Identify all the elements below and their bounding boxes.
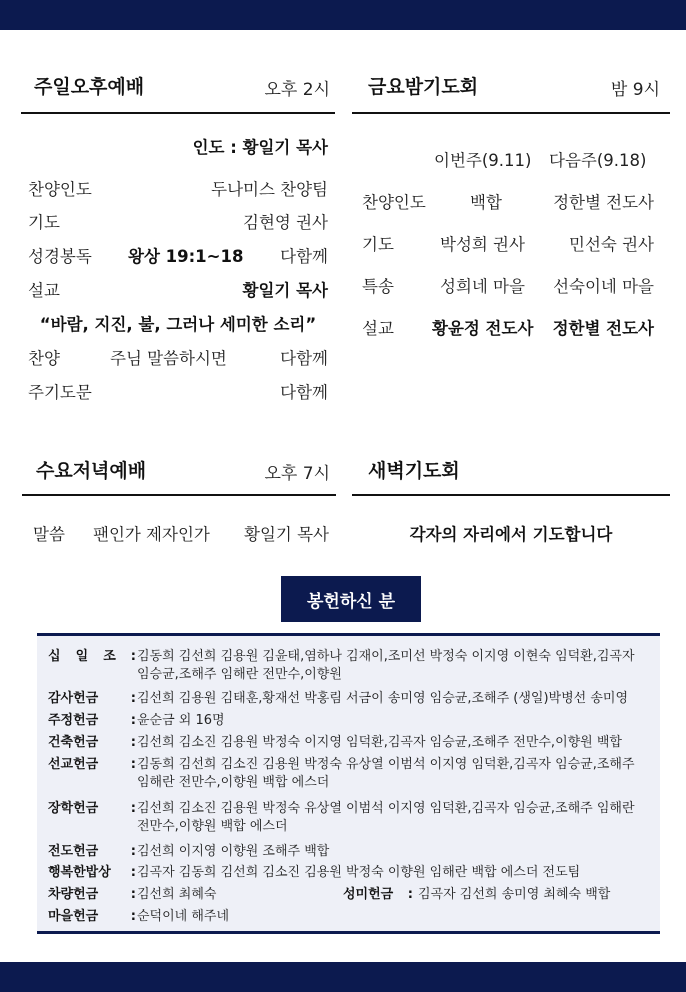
row-label: 찬양인도 <box>28 180 92 199</box>
offering-names: 김선희 김소진 김용원 박정숙 이지영 임덕환,김곡자 임승균,조해주 전만수,이향원 백합 <box>137 735 622 750</box>
next-week-value: 정한별 전도사 <box>553 193 654 212</box>
row-value: 김현영 권사 <box>243 213 328 232</box>
sunday-row-prayer <box>28 209 328 233</box>
wednesday-row <box>33 521 329 545</box>
hymn-title: 주님 말씀하시면 <box>110 349 227 368</box>
next-week-value: 선숙이네 마을 <box>553 277 654 296</box>
this-week-value: 백합 <box>470 193 502 212</box>
sunday-leader: 인도 : 황일기 목사 <box>192 138 328 157</box>
row-value: 황일기 목사 <box>242 281 328 300</box>
offering-key: 전도헌금 : <box>48 844 136 859</box>
sunday-row-reading <box>28 243 328 267</box>
wednesday-time: 오후 7시 <box>264 464 330 484</box>
this-week-value: 황윤정 전도사 <box>432 319 534 338</box>
row-value: 두나미스 찬양팀 <box>211 180 328 199</box>
scripture-reference: 왕상 19:1~18 <box>128 247 244 266</box>
offering-key: 주정헌금 : <box>48 713 136 728</box>
wednesday-title: 수요저녁예배 <box>36 460 147 482</box>
offering-names: 김선희 이지영 이향원 조해주 백합 <box>137 844 330 859</box>
top-banner <box>0 0 686 30</box>
offering-names: 전만수,이향원 백합 에스더 <box>137 819 288 834</box>
wednesday-divider <box>22 494 336 496</box>
sunday-row-lords-prayer <box>28 379 328 403</box>
offering-key: 건축헌금 : <box>48 735 136 750</box>
offering-names: 임승균,조해주 임해란 전만수,이향원 <box>137 667 342 682</box>
offering-names: 임해란 전만수,이향원 백합 에스더 <box>137 775 330 790</box>
dawn-divider <box>352 494 670 496</box>
row-label: 주기도문 <box>28 383 92 402</box>
sunday-divider <box>21 112 335 114</box>
row-label: 설교 <box>28 281 60 300</box>
friday-row-praise <box>362 189 654 213</box>
friday-row-sermon <box>362 315 654 339</box>
row-label: 찬양 <box>28 349 60 368</box>
row-label: 특송 <box>362 277 394 296</box>
offering-key: 차량헌금 : <box>48 887 136 902</box>
row-label: 말씀 <box>33 525 65 544</box>
offering-names: 김곡자 김선희 송미영 최혜숙 백합 <box>418 887 611 902</box>
friday-title: 금요밤기도회 <box>368 76 479 98</box>
sermon-title: 팬인가 제자인가 <box>93 525 210 544</box>
offering-names: 김곡자 김동희 김선희 김소진 김용원 박정숙 이향원 임해란 백합 에스더 전도팀 <box>137 865 581 880</box>
offering-names: 김선희 김소진 김용원 박정숙 유상열 이범석 이지영 임덕환,김곡자 임승균,조해주 임해란 <box>137 801 635 816</box>
offering-header-button: 봉헌하신 분 <box>281 576 421 622</box>
dawn-title: 새벽기도회 <box>368 460 460 482</box>
row-label: 기도 <box>362 235 394 254</box>
offering-names: 김동희 김선희 김소진 김용원 박정숙 유상열 이범석 이지영 임덕환,김곡자 임승균,조해주 <box>137 757 635 772</box>
sunday-row-hymn <box>28 345 328 369</box>
friday-divider <box>352 112 670 114</box>
offering-names: 김동희 김선희 김용원 김윤태,염하나 김재이,조미선 박정숙 이지영 이현숙 임덕환,김곡자 <box>137 649 635 664</box>
row-value: 다함께 <box>280 349 328 368</box>
this-week-label: 이번주(9.11) <box>434 151 532 170</box>
sermon-title: “바람, 지진, 불, 그러나 세미한 소리” <box>39 315 317 334</box>
sunday-title: 주일오후예배 <box>34 76 145 98</box>
this-week-value: 박성희 권사 <box>440 235 525 254</box>
this-week-value: 성희네 마을 <box>440 277 525 296</box>
offering-names: 순덕이네 해주네 <box>137 909 230 924</box>
sunday-row-sermon <box>28 277 328 301</box>
dawn-text: 각자의 자리에서 기도합니다 <box>409 525 613 544</box>
sunday-row-praise <box>28 176 328 200</box>
preacher: 황일기 목사 <box>244 525 329 544</box>
offering-names: 김선희 최혜숙 <box>137 887 217 902</box>
row-value: 다함께 <box>280 383 328 402</box>
row-label: 찬양인도 <box>362 193 426 212</box>
sunday-time: 오후 2시 <box>264 80 330 100</box>
friday-row-special-song <box>362 273 654 297</box>
row-value: 다함께 <box>280 247 328 266</box>
offering-key: 장학헌금 : <box>48 801 136 816</box>
offering-names: 윤순금 외 16명 <box>137 713 225 728</box>
next-week-label: 다음주(9.18) <box>549 151 647 170</box>
row-label: 기도 <box>28 213 60 232</box>
row-label: 설교 <box>362 319 394 338</box>
offering-key: 감사헌금 : <box>48 691 136 706</box>
offering-key: 마을헌금 : <box>48 909 136 924</box>
offering-names: 김선희 김용원 김태훈,황재선 박홍림 서금이 송미영 임승균,조해주 (생일)박병선 송미영 <box>137 691 628 706</box>
offering-key: 성미헌금 : <box>343 887 413 902</box>
next-week-value: 정한별 전도사 <box>552 319 654 338</box>
bottom-banner <box>0 962 686 992</box>
offering-key: 행복한밥상 : <box>48 865 136 880</box>
row-label: 성경봉독 <box>28 247 92 266</box>
friday-time: 밤 9시 <box>610 80 660 100</box>
friday-row-prayer <box>362 231 654 255</box>
offering-key: 십 일 조 : <box>48 649 136 664</box>
offering-key: 선교헌금 : <box>48 757 136 772</box>
next-week-value: 민선숙 권사 <box>569 235 654 254</box>
